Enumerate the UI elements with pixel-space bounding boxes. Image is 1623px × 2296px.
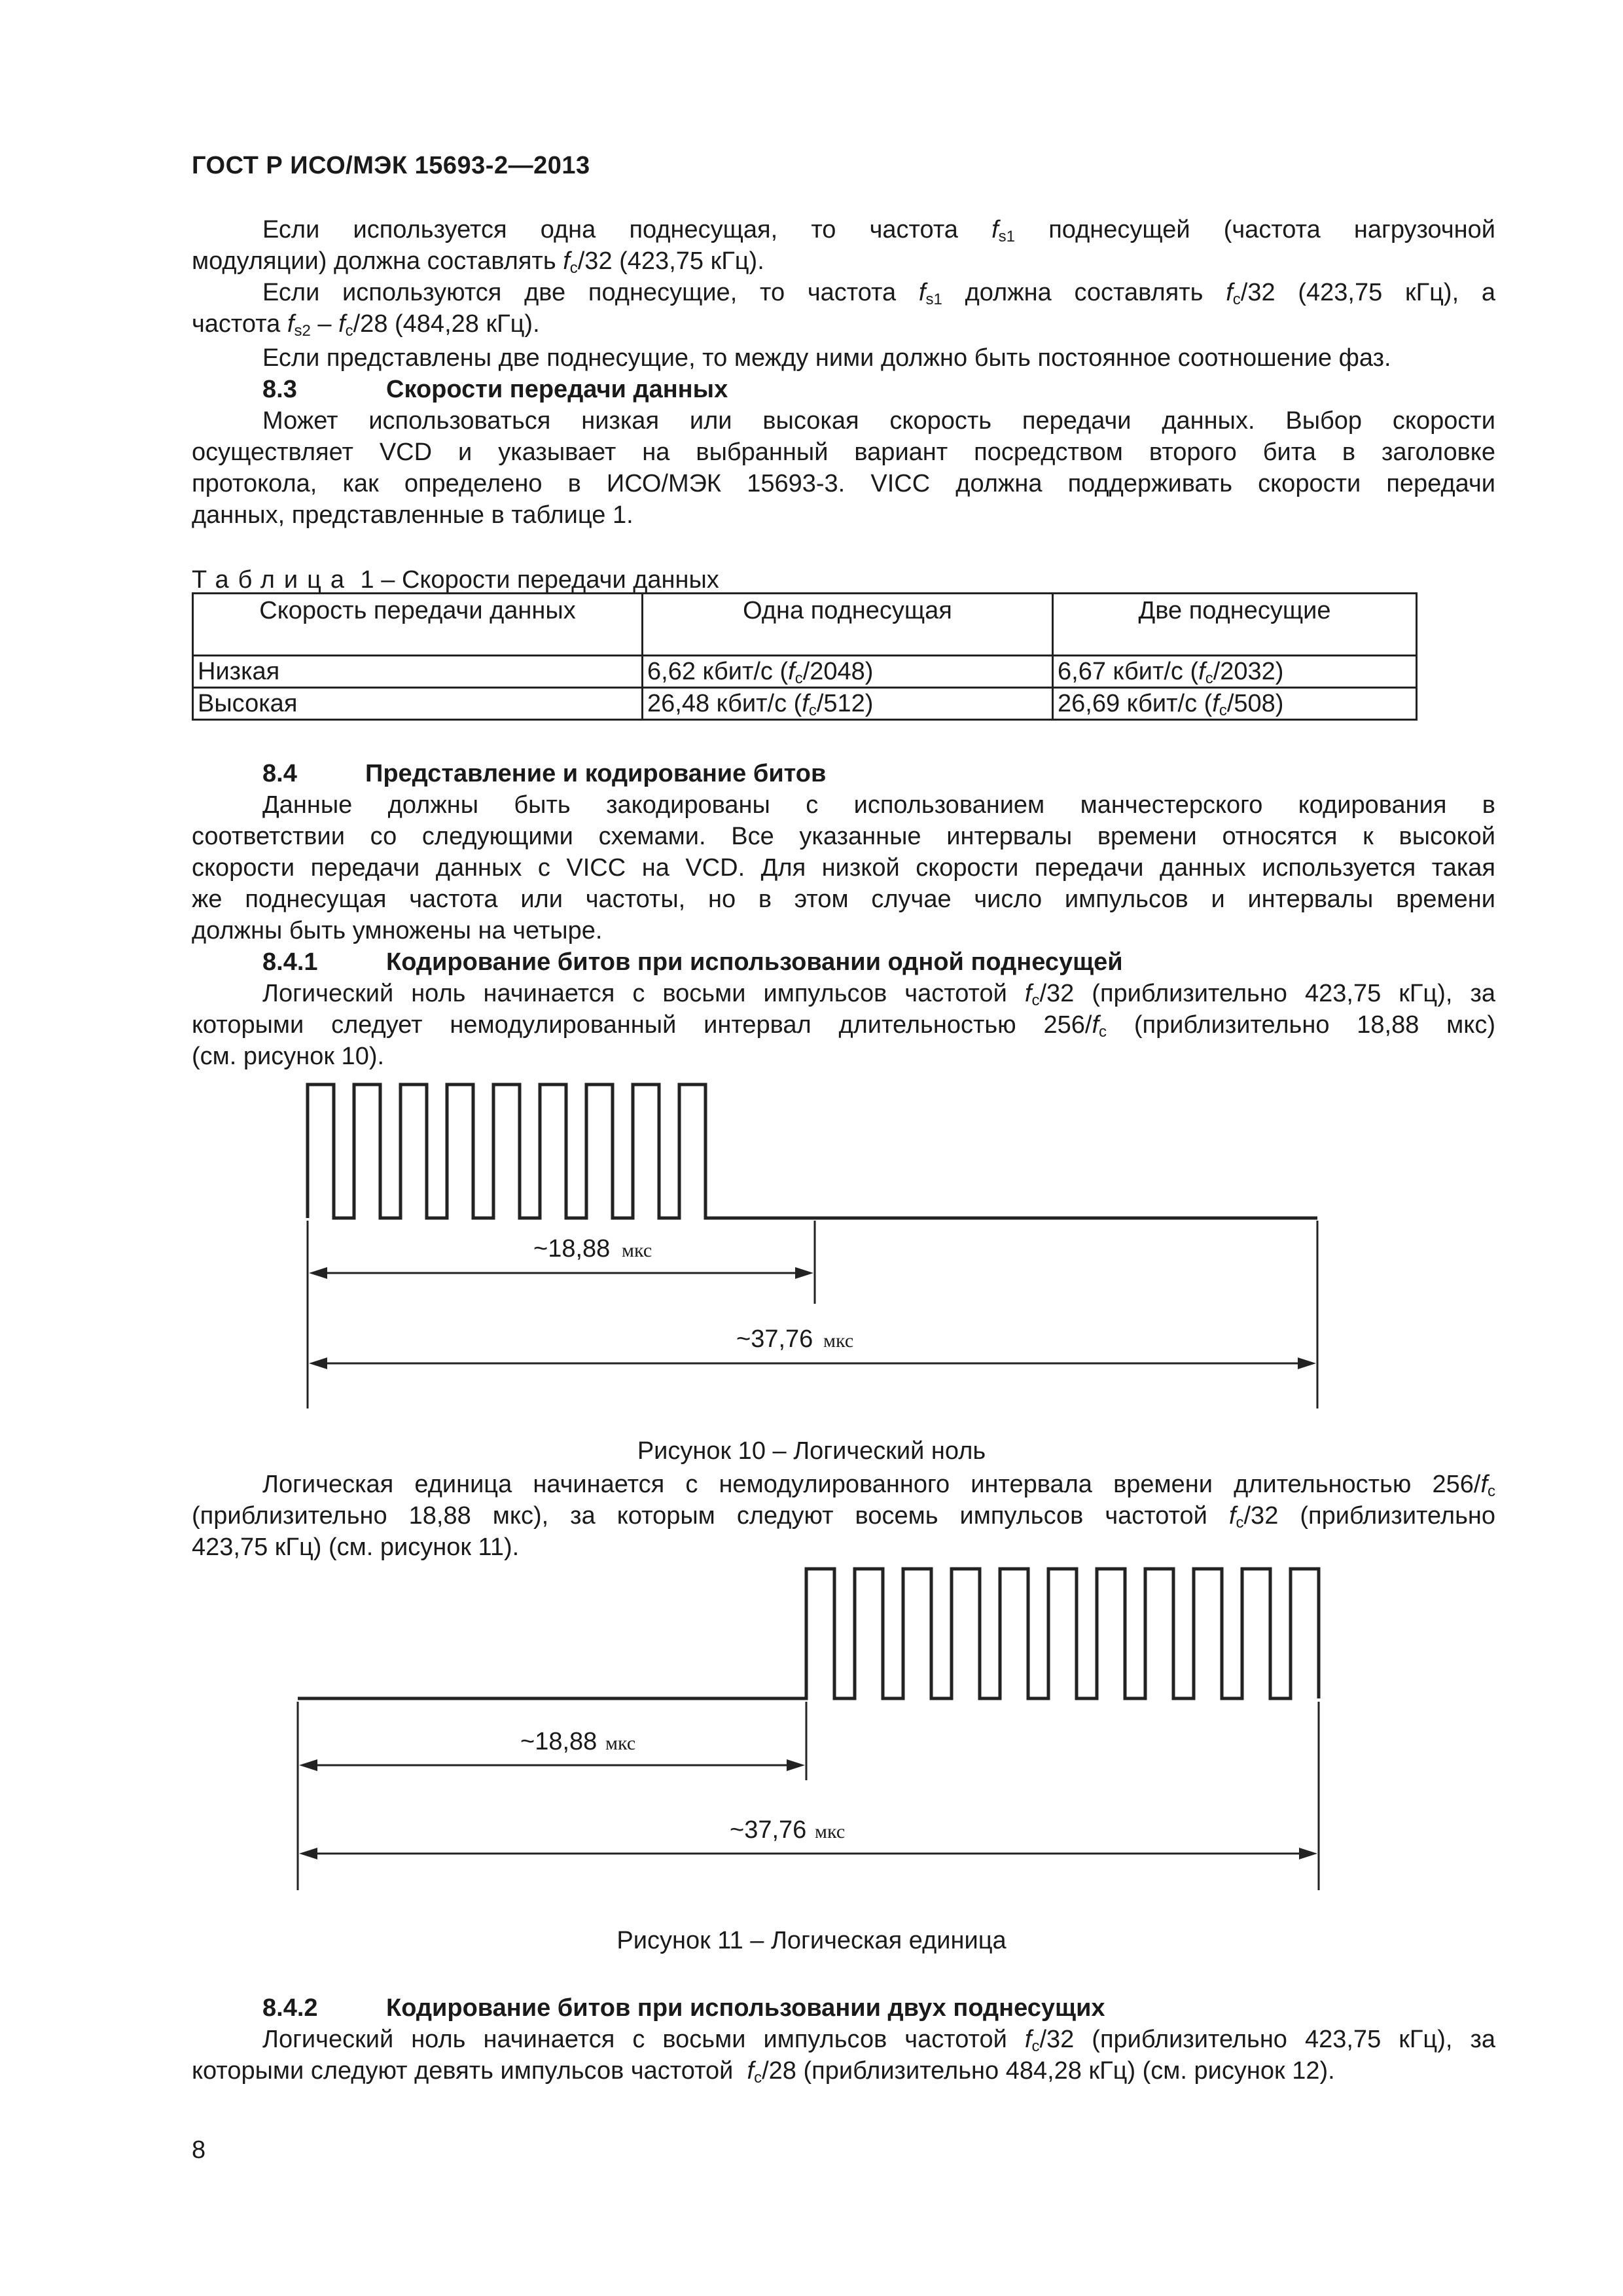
table-cell: 26,48 кбит/с $(f_c/512)$ xyxy=(643,688,1053,720)
label-long-duration: ~37,76 xyxy=(736,1325,813,1353)
section-8-4-1-title: Кодирование битов при использовании одной поднесущей xyxy=(386,948,1123,976)
table-header-cell: Одна поднесущая xyxy=(643,594,1053,656)
para5-line2: соответствии со следующими схемами. Все указанные интервалы времени относятся к высокой xyxy=(192,823,1495,850)
table-cell: 26,69 кбит/с $(f_c/508)$ xyxy=(1053,688,1417,720)
para1-line2: модуляции) должна составлять $f_c/32$ (423,75 кГц). xyxy=(192,247,764,277)
label-short-duration: ~18,88 xyxy=(520,1728,597,1755)
label-long-duration: ~37,76 xyxy=(730,1816,807,1844)
figure-10-logical-zero xyxy=(0,1073,1623,1440)
table-row xyxy=(193,656,1417,688)
para5-line3: скорости передачи данных с VICC на VCD. Для низкой скорости передачи данных используется такая xyxy=(192,854,1495,882)
figure-11-logical-one xyxy=(0,1558,1623,1924)
para4-line1: Может использоваться низкая или высокая скорость передачи данных. Выбор скорости xyxy=(262,407,1495,435)
table-header-cell: Две поднесущие xyxy=(1053,594,1417,656)
table-row xyxy=(193,688,1417,720)
section-8-4-number: 8.4 xyxy=(262,760,297,787)
para1-line1: Если используется одна поднесущая, то частота $f_{s1}$ поднесущей (частота нагрузочной xyxy=(262,216,1495,245)
table-header-cell: Скорость передачи данных xyxy=(193,594,643,656)
label-short-duration: ~18,88 xyxy=(533,1235,611,1263)
table-cell: Высокая xyxy=(193,688,643,720)
figure-10-caption: Рисунок 10 – Логический ноль xyxy=(637,1437,986,1465)
para5-line4: же поднесущая частота или частоты, но в этом случае число импульсов и интервалы времени xyxy=(192,886,1495,913)
section-8-4-2-number: 8.4.2 xyxy=(262,1994,318,2022)
section-8-4-1-number: 8.4.1 xyxy=(262,948,318,976)
para2-line2: частота $f_{s2} - f_c/28$ (484,28 кГц). xyxy=(192,310,540,340)
para7-line1: Логическая единица начинается с немодулированного интервала времени длительностью $256/f_c$ xyxy=(262,1471,1495,1500)
para4-line3: протокола, как определено в ИСО/МЭК 15693-3. VICC должна поддерживать скорости передачи xyxy=(192,470,1495,497)
section-8-3-title: Скорости передачи данных xyxy=(386,376,728,403)
para6-line1: Логический ноль начинается с восьми импульсов частотой $f_c/32$ (приблизительно 423,75 кГц), за xyxy=(262,980,1495,1009)
para5-line1: Данные должны быть закодированы с использованием манчестерского кодирования в xyxy=(262,791,1495,819)
logical-zero-waveform xyxy=(308,1085,1317,1218)
para7-line2: (приблизительно 18,88 мкс), за которым следуют восемь импульсов частотой $f_c/32$ (приблизительно xyxy=(192,1502,1495,1532)
para2-line1: Если используются две поднесущие, то частота $f_{s1}$ должна составлять $f_c/32$ (423,75 кГц), а xyxy=(262,279,1496,308)
para8-line2: которыми следуют девять импульсов частотой $f_c/28$ (приблизительно 484,28 кГц) (см. рисунок 12). xyxy=(192,2057,1335,2087)
para8-line1: Логический ноль начинается с восьми импульсов частотой $f_c/32$ (приблизительно 423,75 кГц), за xyxy=(262,2026,1495,2055)
table-caption: Таблица 1 – Скорости передачи данных xyxy=(192,566,719,594)
para4-line4: данных, представленные в таблице 1. xyxy=(192,501,633,529)
para6-line3: (см. рисунок 10). xyxy=(192,1043,385,1070)
para4-line2: осуществляет VCD и указывает на выбранный вариант посредством второго бита в заголовке xyxy=(192,439,1495,466)
section-8-3-number: 8.3 xyxy=(262,376,297,403)
para5-line5: должны быть умножены на четыре. xyxy=(192,917,603,944)
para7-line3: 423,75 кГц) (см. рисунок 11). xyxy=(192,1534,520,1561)
unit-label: мкс xyxy=(605,1732,636,1754)
table-header-row xyxy=(193,594,1417,656)
figure-11-caption: Рисунок 11 – Логическая единица xyxy=(616,1927,1007,1954)
unit-label: мкс xyxy=(823,1330,854,1352)
unit-label: мкс xyxy=(622,1240,652,1261)
unit-label: мкс xyxy=(815,1821,846,1842)
page-number: 8 xyxy=(192,2136,206,2164)
logical-one-waveform xyxy=(298,1569,1319,1698)
table-cell: Низкая xyxy=(193,656,643,688)
document-header: ГОСТ Р ИСО/МЭК 15693-2—2013 xyxy=(192,152,590,179)
data-rates-table xyxy=(192,592,1418,721)
para6-line2: которыми следует немодулированный интервал длительностью $256/f_c$ (приблизительно 18,88 мкс) xyxy=(192,1011,1495,1041)
table-cell: 6,62 кбит/с $(f_c/2048)$ xyxy=(643,656,1053,688)
section-8-4-title: Представление и кодирование битов xyxy=(365,760,827,787)
table-cell: 6,67 кбит/с $(f_c/2032)$ xyxy=(1053,656,1417,688)
section-8-4-2-title: Кодирование битов при использовании двух поднесущих xyxy=(386,1994,1105,2022)
para3: Если представлены две поднесущие, то между ними должно быть постоянное соотношение фаз. xyxy=(262,344,1391,372)
